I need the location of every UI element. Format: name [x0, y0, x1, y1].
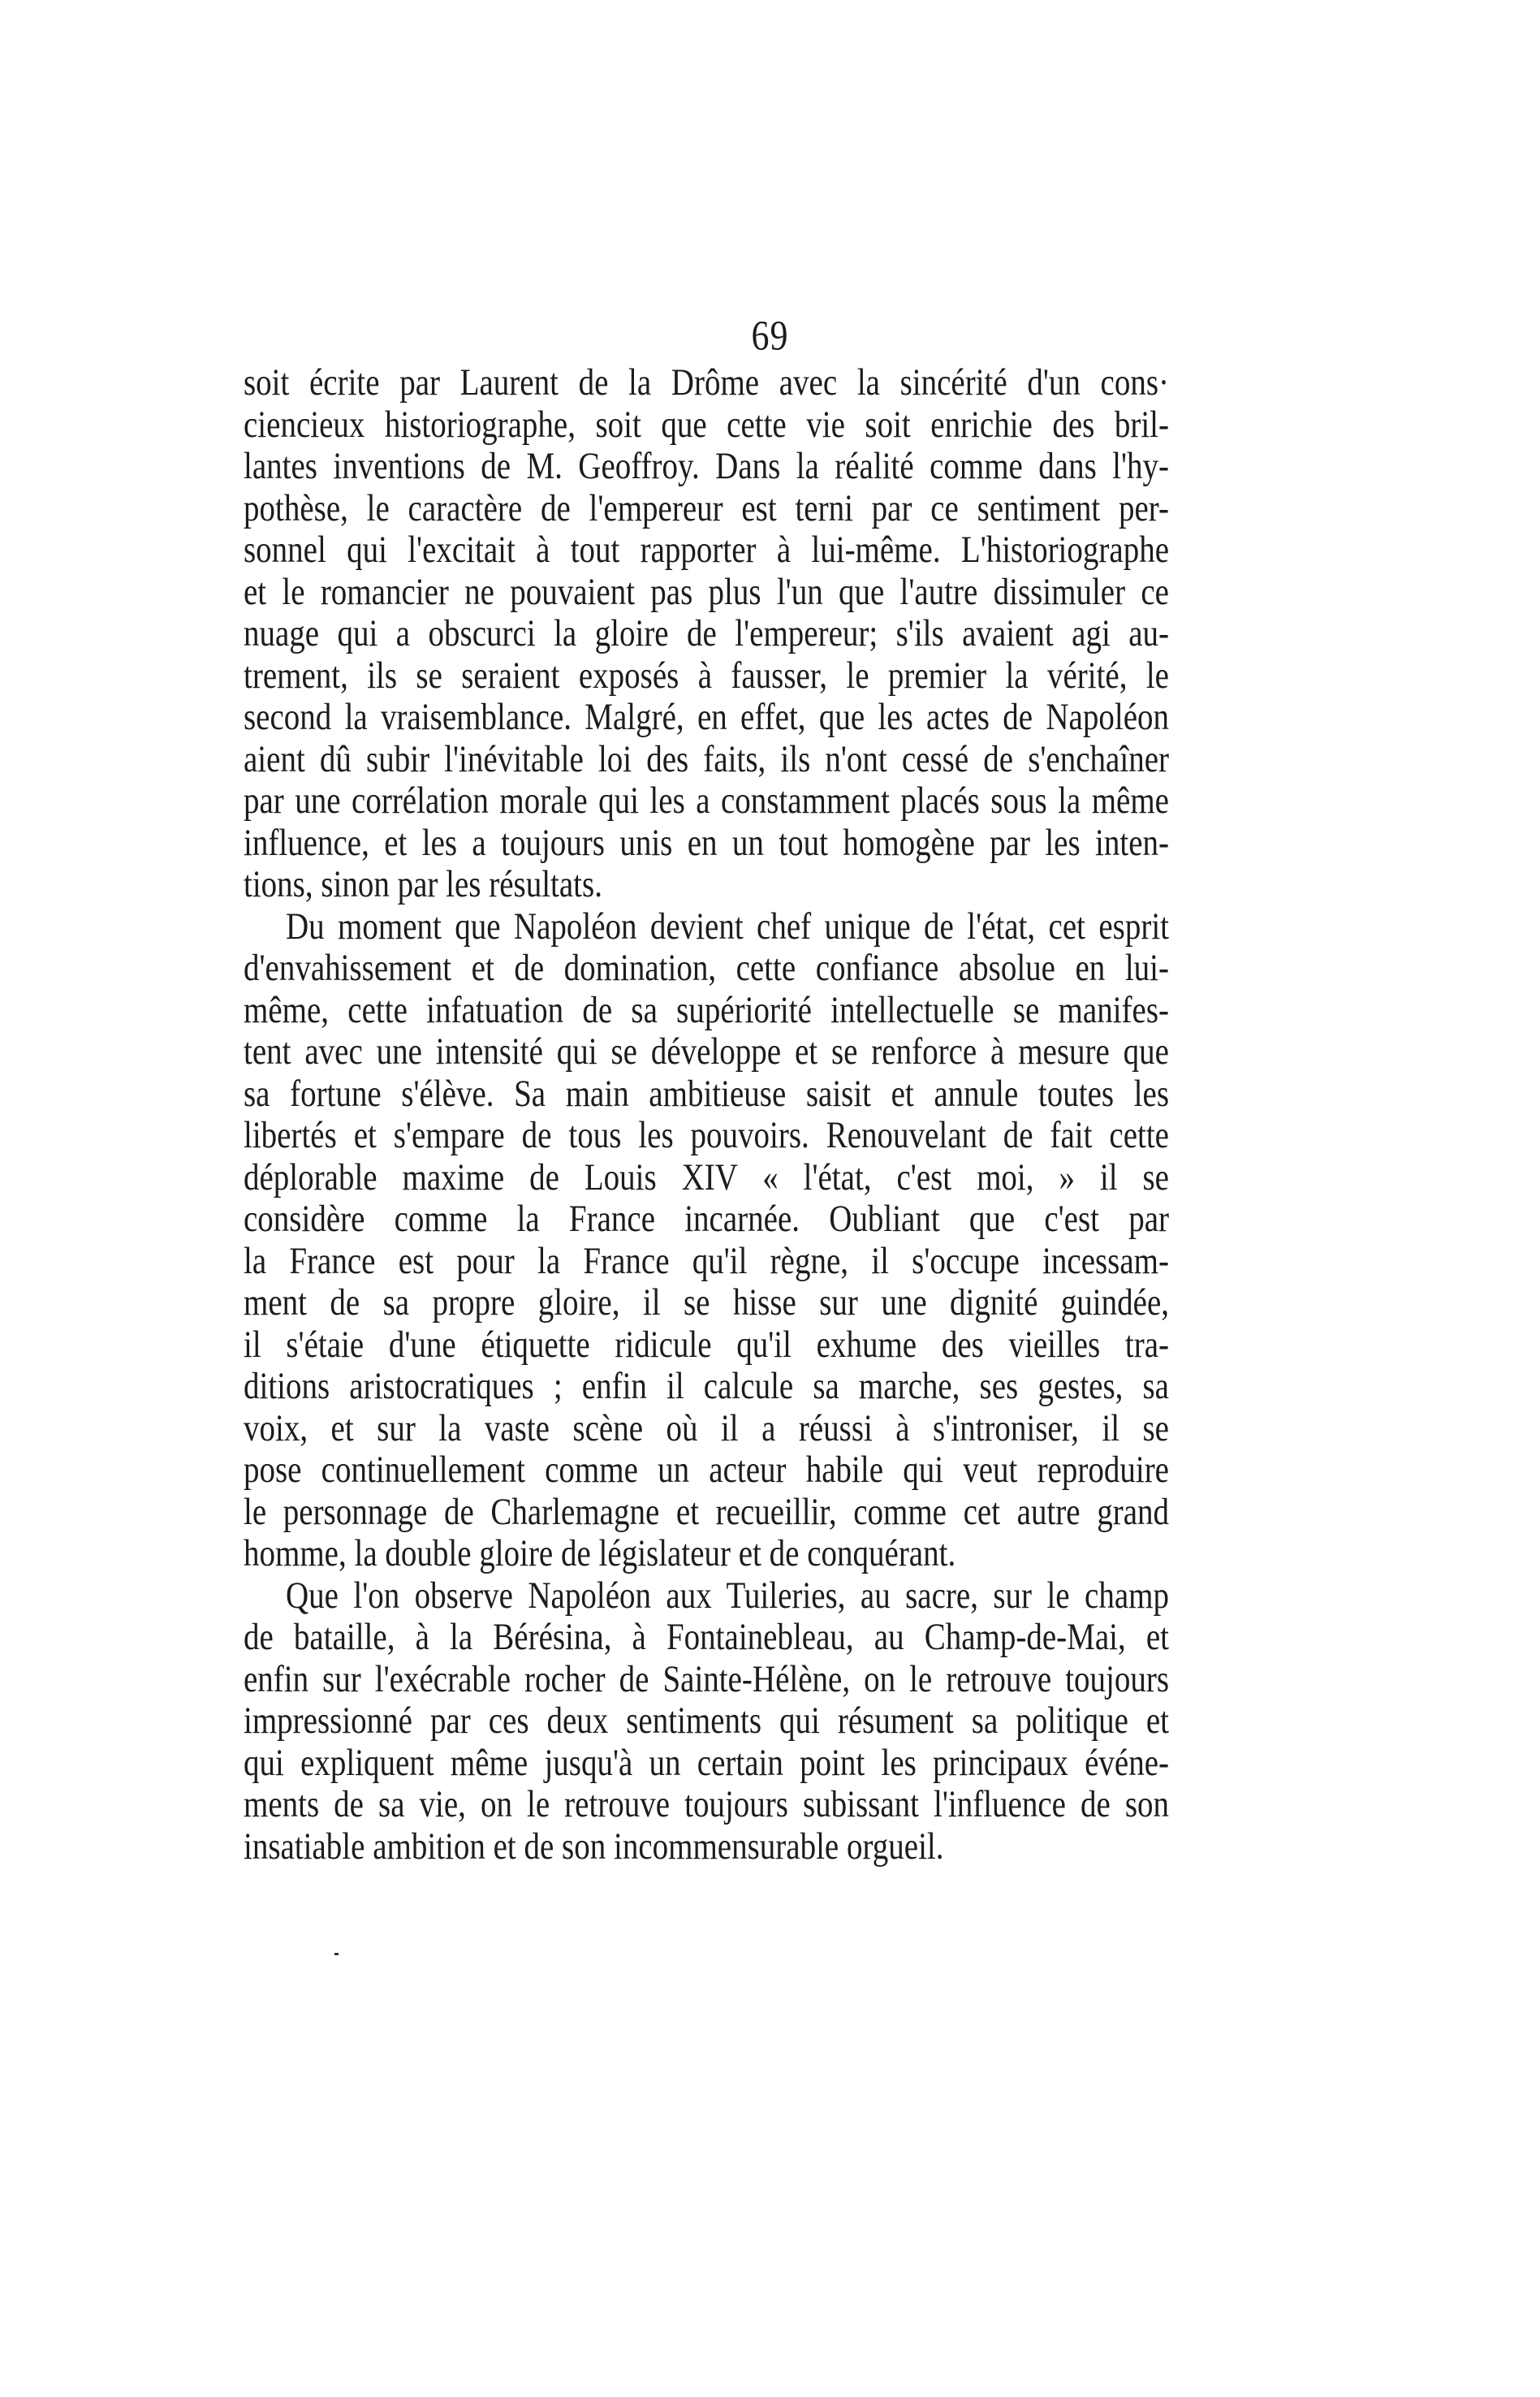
- text-line: tent avec une intensité qui se développe et se renforce à mesure que: [244, 1031, 1169, 1073]
- page-number: 69: [751, 312, 789, 360]
- text-line: par une corrélation morale qui les a constamment placés sous la même: [244, 780, 1169, 822]
- text-line: voix, et sur la vaste scène où il a réussi à s'introniser, il se: [244, 1407, 1169, 1449]
- text-line: qui expliquent même jusqu'à un certain point les principaux événe-: [244, 1742, 1169, 1784]
- text-line: déplorable maxime de Louis XIV « l'état, c'est moi, » il se: [244, 1156, 1169, 1198]
- text-line: ments de sa vie, on le retrouve toujours subissant l'influence de son: [244, 1784, 1169, 1825]
- text-line: insatiable ambition et de son incommensurable orgueil.: [244, 1825, 944, 1868]
- text-line: homme, la double gloire de législateur et de conquérant.: [244, 1533, 956, 1574]
- paragraph-first-line: Du moment que Napoléon devient chef unique de l'état, cet esprit: [286, 905, 1169, 948]
- text-line: trement, ils se seraient exposés à fausser, le premier la vérité, le: [244, 654, 1169, 697]
- text-line: ditions aristocratiques ; enfin il calcule sa marche, ses gestes, sa: [244, 1366, 1169, 1407]
- text-line: de bataille, à la Bérésina, à Fontainebleau, au Champ-de-Mai, et: [244, 1617, 1169, 1658]
- text-line: sonnel qui l'excitait à tout rapporter à lui-même. L'historiographe: [244, 529, 1169, 571]
- text-line: considère comme la France incarnée. Oubliant que c'est par: [244, 1198, 1169, 1240]
- text-line: ment de sa propre gloire, il se hisse sur une dignité guindée,: [244, 1282, 1169, 1324]
- text-line: aient dû subir l'inévitable loi des faits, ils n'ont cessé de s'enchaîner: [244, 738, 1169, 780]
- text-line: pose continuellement comme un acteur habile qui veut reproduire: [244, 1449, 1169, 1491]
- text-line: sa fortune s'élève. Sa main ambitieuse saisit et annule toutes les: [244, 1073, 1169, 1115]
- text-line: lantes inventions de M. Geoffroy. Dans la réalité comme dans l'hy-: [244, 446, 1169, 487]
- text-line: enfin sur l'exécrable rocher de Sainte-Hélène, on le retrouve toujours: [244, 1658, 1169, 1700]
- text-line: ciencieux historiographe, soit que cette vie soit enrichie des bril-: [244, 404, 1169, 446]
- text-line: pothèse, le caractère de l'empereur est terni par ce sentiment per-: [244, 487, 1169, 529]
- text-line: le personnage de Charlemagne et recueillir, comme cet autre grand: [244, 1491, 1169, 1533]
- paragraph-first-line: Que l'on observe Napoléon aux Tuileries, au sacre, sur le champ: [286, 1574, 1169, 1617]
- text-line: second la vraisemblance. Malgré, en effet, que les actes de Napoléon: [244, 697, 1169, 738]
- text-line: la France est pour la France qu'il règne, il s'occupe incessam-: [244, 1240, 1169, 1282]
- text-line: même, cette infatuation de sa supériorité intellectuelle se manifes-: [244, 989, 1169, 1031]
- ink-speck: [334, 1953, 339, 1955]
- text-line: d'envahissement et de domination, cette confiance absolue en lui-: [244, 948, 1169, 989]
- text-line: soit écrite par Laurent de la Drôme avec la sincérité d'un cons·: [244, 362, 1169, 404]
- text-line: libertés et s'empare de tous les pouvoirs. Renouvelant de fait cette: [244, 1115, 1169, 1156]
- body-text: [244, 362, 1169, 1868]
- text-line: tions, sinon par les résultats.: [244, 864, 602, 905]
- text-line: influence, et les a toujours unis en un tout homogène par les inten-: [244, 822, 1169, 864]
- text-line: nuage qui a obscurci la gloire de l'empereur; s'ils avaient agi au-: [244, 613, 1169, 654]
- text-line: et le romancier ne pouvaient pas plus l'un que l'autre dissimuler ce: [244, 571, 1169, 613]
- text-line: il s'étaie d'une étiquette ridicule qu'il exhume des vieilles tra-: [244, 1324, 1169, 1366]
- text-line: impressionné par ces deux sentiments qui résument sa politique et: [244, 1700, 1169, 1742]
